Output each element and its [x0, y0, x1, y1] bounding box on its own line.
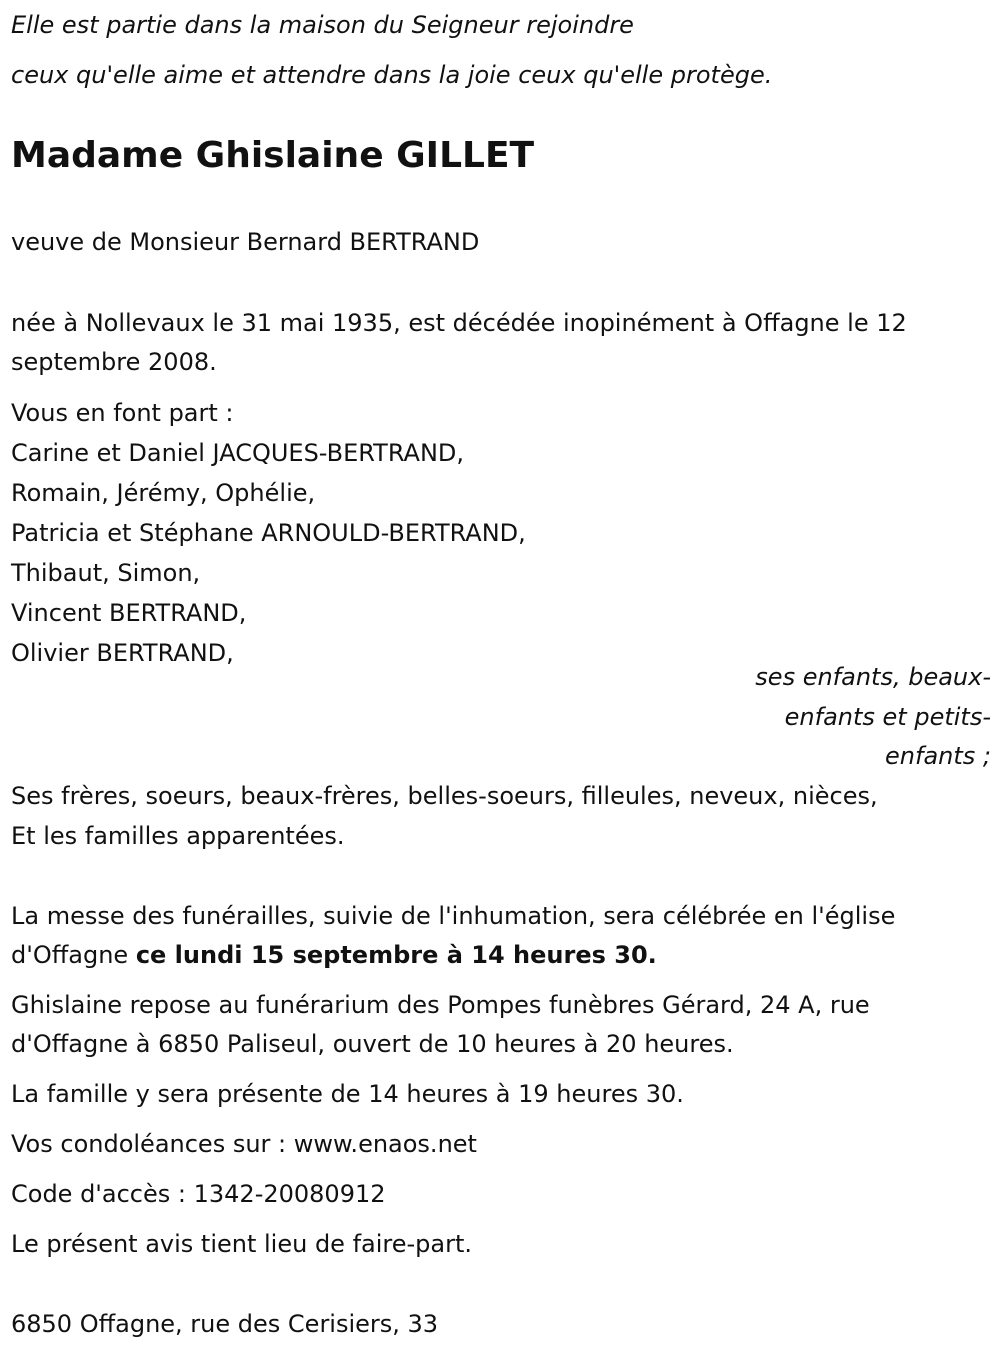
family-member: Carine et Daniel JACQUES-BERTRAND,	[11, 439, 465, 467]
mass-place: d'Offagne	[11, 941, 136, 969]
verse-line-2: ceux qu'elle aime et attendre dans la joie ceux qu'elle protège.	[11, 61, 773, 89]
funerarium-line-2: d'Offagne à 6850 Paliseul, ouvert de 10 heures à 20 heures.	[11, 1030, 734, 1058]
family-member: Thibaut, Simon,	[11, 559, 201, 587]
family-member: Olivier BERTRAND,	[11, 639, 234, 667]
presence-line: La famille y sera présente de 14 heures à 19 heures 30.	[11, 1080, 684, 1108]
funerarium-line-1: Ghislaine repose au funérarium des Pompes funèbres Gérard, 24 A, rue	[11, 991, 870, 1019]
access-code-line: Code d'accès : 1342-20080912	[11, 1180, 386, 1208]
relation-line-2: enfants et petits-	[784, 703, 991, 731]
mass-line-2	[11, 940, 657, 970]
relatives-line-1: Ses frères, soeurs, beaux-frères, belles-soeurs, filleules, neveux, nièces,	[11, 782, 878, 810]
birth-death-line-1: née à Nollevaux le 31 mai 1935, est décédée inopinément à Offagne le 12	[11, 309, 907, 337]
widow-line: veuve de Monsieur Bernard BERTRAND	[11, 228, 480, 256]
birth-death-line-2: septembre 2008.	[11, 348, 217, 376]
condolences-line: Vos condoléances sur : www.enaos.net	[11, 1130, 477, 1158]
deceased-name: Madame Ghislaine GILLET	[11, 135, 535, 176]
address-line: 6850 Offagne, rue des Cerisiers, 33	[11, 1310, 439, 1338]
announce-line: Vous en font part :	[11, 399, 234, 427]
family-member: Vincent BERTRAND,	[11, 599, 247, 627]
mass-date-time: ce lundi 15 septembre à 14 heures 30.	[135, 941, 657, 969]
family-member: Patricia et Stéphane ARNOULD-BERTRAND,	[11, 519, 526, 547]
mass-line-1: La messe des funérailles, suivie de l'inhumation, sera célébrée en l'église	[11, 902, 896, 930]
relation-line-1: ses enfants, beaux-	[755, 663, 991, 691]
notice-line: Le présent avis tient lieu de faire-part.	[11, 1230, 473, 1258]
verse-line-1: Elle est partie dans la maison du Seigneur rejoindre	[11, 11, 634, 39]
family-member: Romain, Jérémy, Ophélie,	[11, 479, 316, 507]
relation-line-3: enfants ;	[885, 742, 991, 770]
relatives-line-2: Et les familles apparentées.	[11, 822, 345, 850]
